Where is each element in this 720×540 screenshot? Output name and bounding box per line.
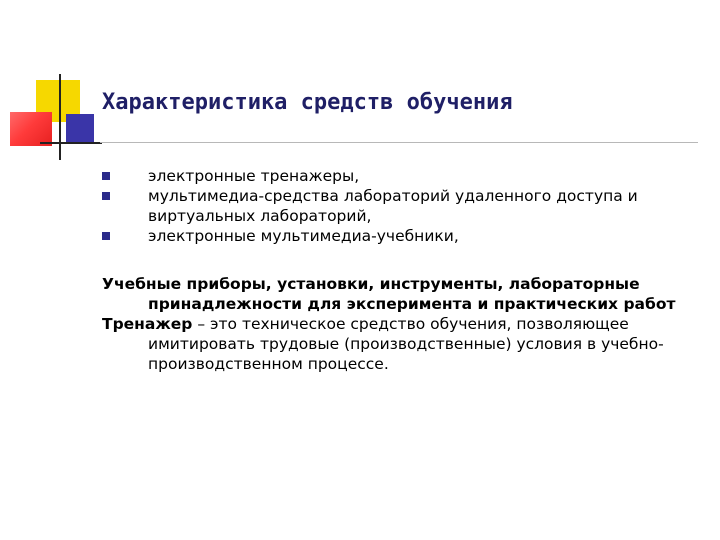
slide-title: Характеристика средств обучения (102, 90, 513, 115)
decor-vertical-line (59, 74, 61, 160)
decor-blue-square (66, 114, 94, 142)
decor-horizontal-line (40, 142, 102, 144)
paragraph-equipment: Учебные приборы, установки, инструменты, лабораторные принадлежности для эксперимента и практических работ (102, 275, 676, 313)
bullet-item (102, 166, 702, 186)
paragraph-trainer-definition (102, 314, 702, 374)
square-bullet-icon (102, 232, 110, 240)
bullet-text: электронные тренажеры, (148, 167, 360, 185)
definition-text: – это техническое средство обучения, позволяющее имитировать трудовые (производственные) условия в учебно-производственном процессе. (148, 315, 664, 373)
decor-red-square (10, 112, 52, 146)
title-underline (100, 142, 698, 143)
square-bullet-icon (102, 192, 110, 200)
term-trainer: Тренажер (102, 315, 193, 333)
bullet-text: электронные мультимедиа-учебники, (148, 227, 459, 245)
bullet-item (102, 186, 702, 226)
slide-body (102, 166, 702, 374)
square-bullet-icon (102, 172, 110, 180)
bullet-item (102, 226, 702, 246)
bullet-list (102, 166, 702, 246)
bullet-text: мультимедиа-средства лабораторий удаленного доступа и виртуальных лабораторий, (148, 187, 638, 225)
